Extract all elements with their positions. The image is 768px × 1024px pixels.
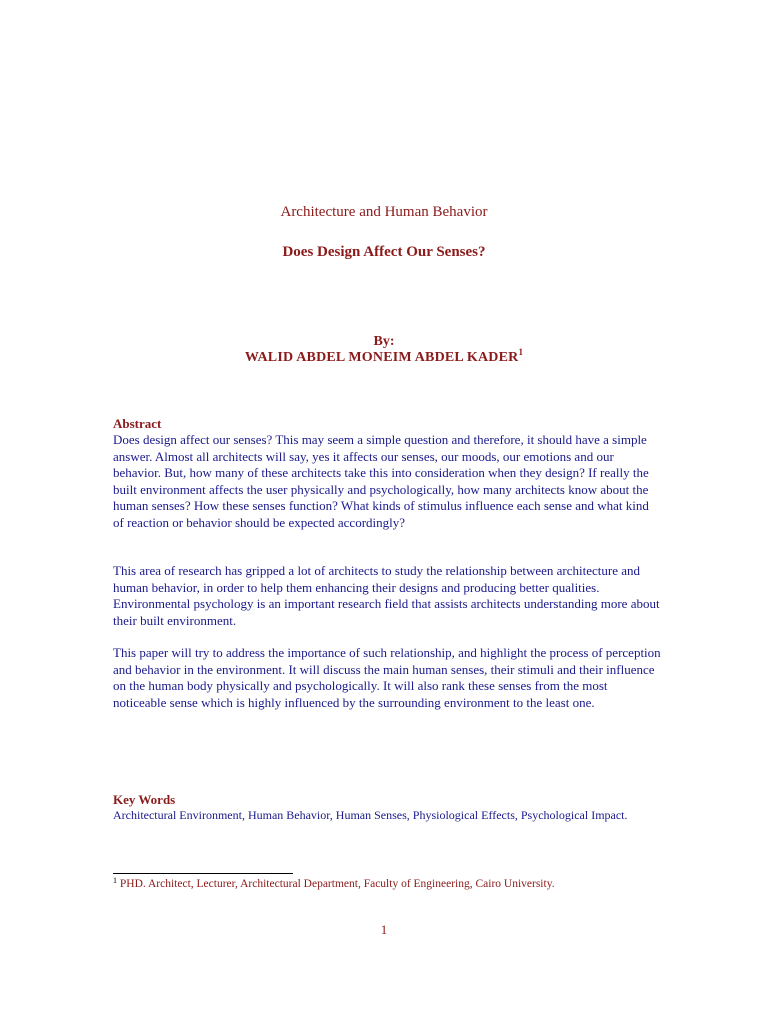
footnote-text: PHD. Architect, Lecturer, Architectural Department, Faculty of Engineering, Cairo University. [117,878,555,890]
author-name-text: WALID ABDEL MONEIM ABDEL KADER [244,350,519,365]
footnote [113,878,555,890]
keywords-text: Architectural Environment, Human Behavior, Human Senses, Physiological Effects, Psychological Impact. [113,808,628,822]
abstract-paragraph-2: This area of research has gripped a lot of architects to study the relationship between architecture and human behavior, in order to help them enhancing their designs and producing better qualities. Environmental psychology is an important research field that assists architects understanding more about their built environment. [113,563,660,628]
footnote-mark: 1 [113,876,117,885]
author-footnote-mark: 1 [518,347,524,357]
abstract-paragraph-3: This paper will try to address the importance of such relationship, and highlight the process of perception and behavior in the environment. It will discuss the main human senses, their stimuli and their influence on the human body physically and psychologically. It will also rank these senses from the most noticeable sense which is highly influenced by the surrounding environment to the least one. [113,645,661,710]
author-name [0,347,768,366]
paper-title: Architecture and Human Behavior [280,204,488,220]
page-number: 1 [380,922,388,937]
abstract-heading: Abstract [113,416,162,431]
abstract-paragraph-1: Does design affect our senses? This may seem a simple question and therefore, it should have a simple answer. Almost all architects will say, yes it affects our senses, our moods, our emotions and our behavior. But, how many of these architects take this into consideration when they design? If really the built environment affects the user physically and psychologically, how many architects know about the human senses? How these senses function? What kinds of stimulus influence each sense and what kind of reaction or behavior should be expected accordingly? [113,432,649,530]
by-label: By: [373,334,395,349]
keywords-heading: Key Words [113,792,176,807]
paper-subtitle: Does Design Affect Our Senses? [282,244,486,260]
footnote-separator [113,873,293,874]
